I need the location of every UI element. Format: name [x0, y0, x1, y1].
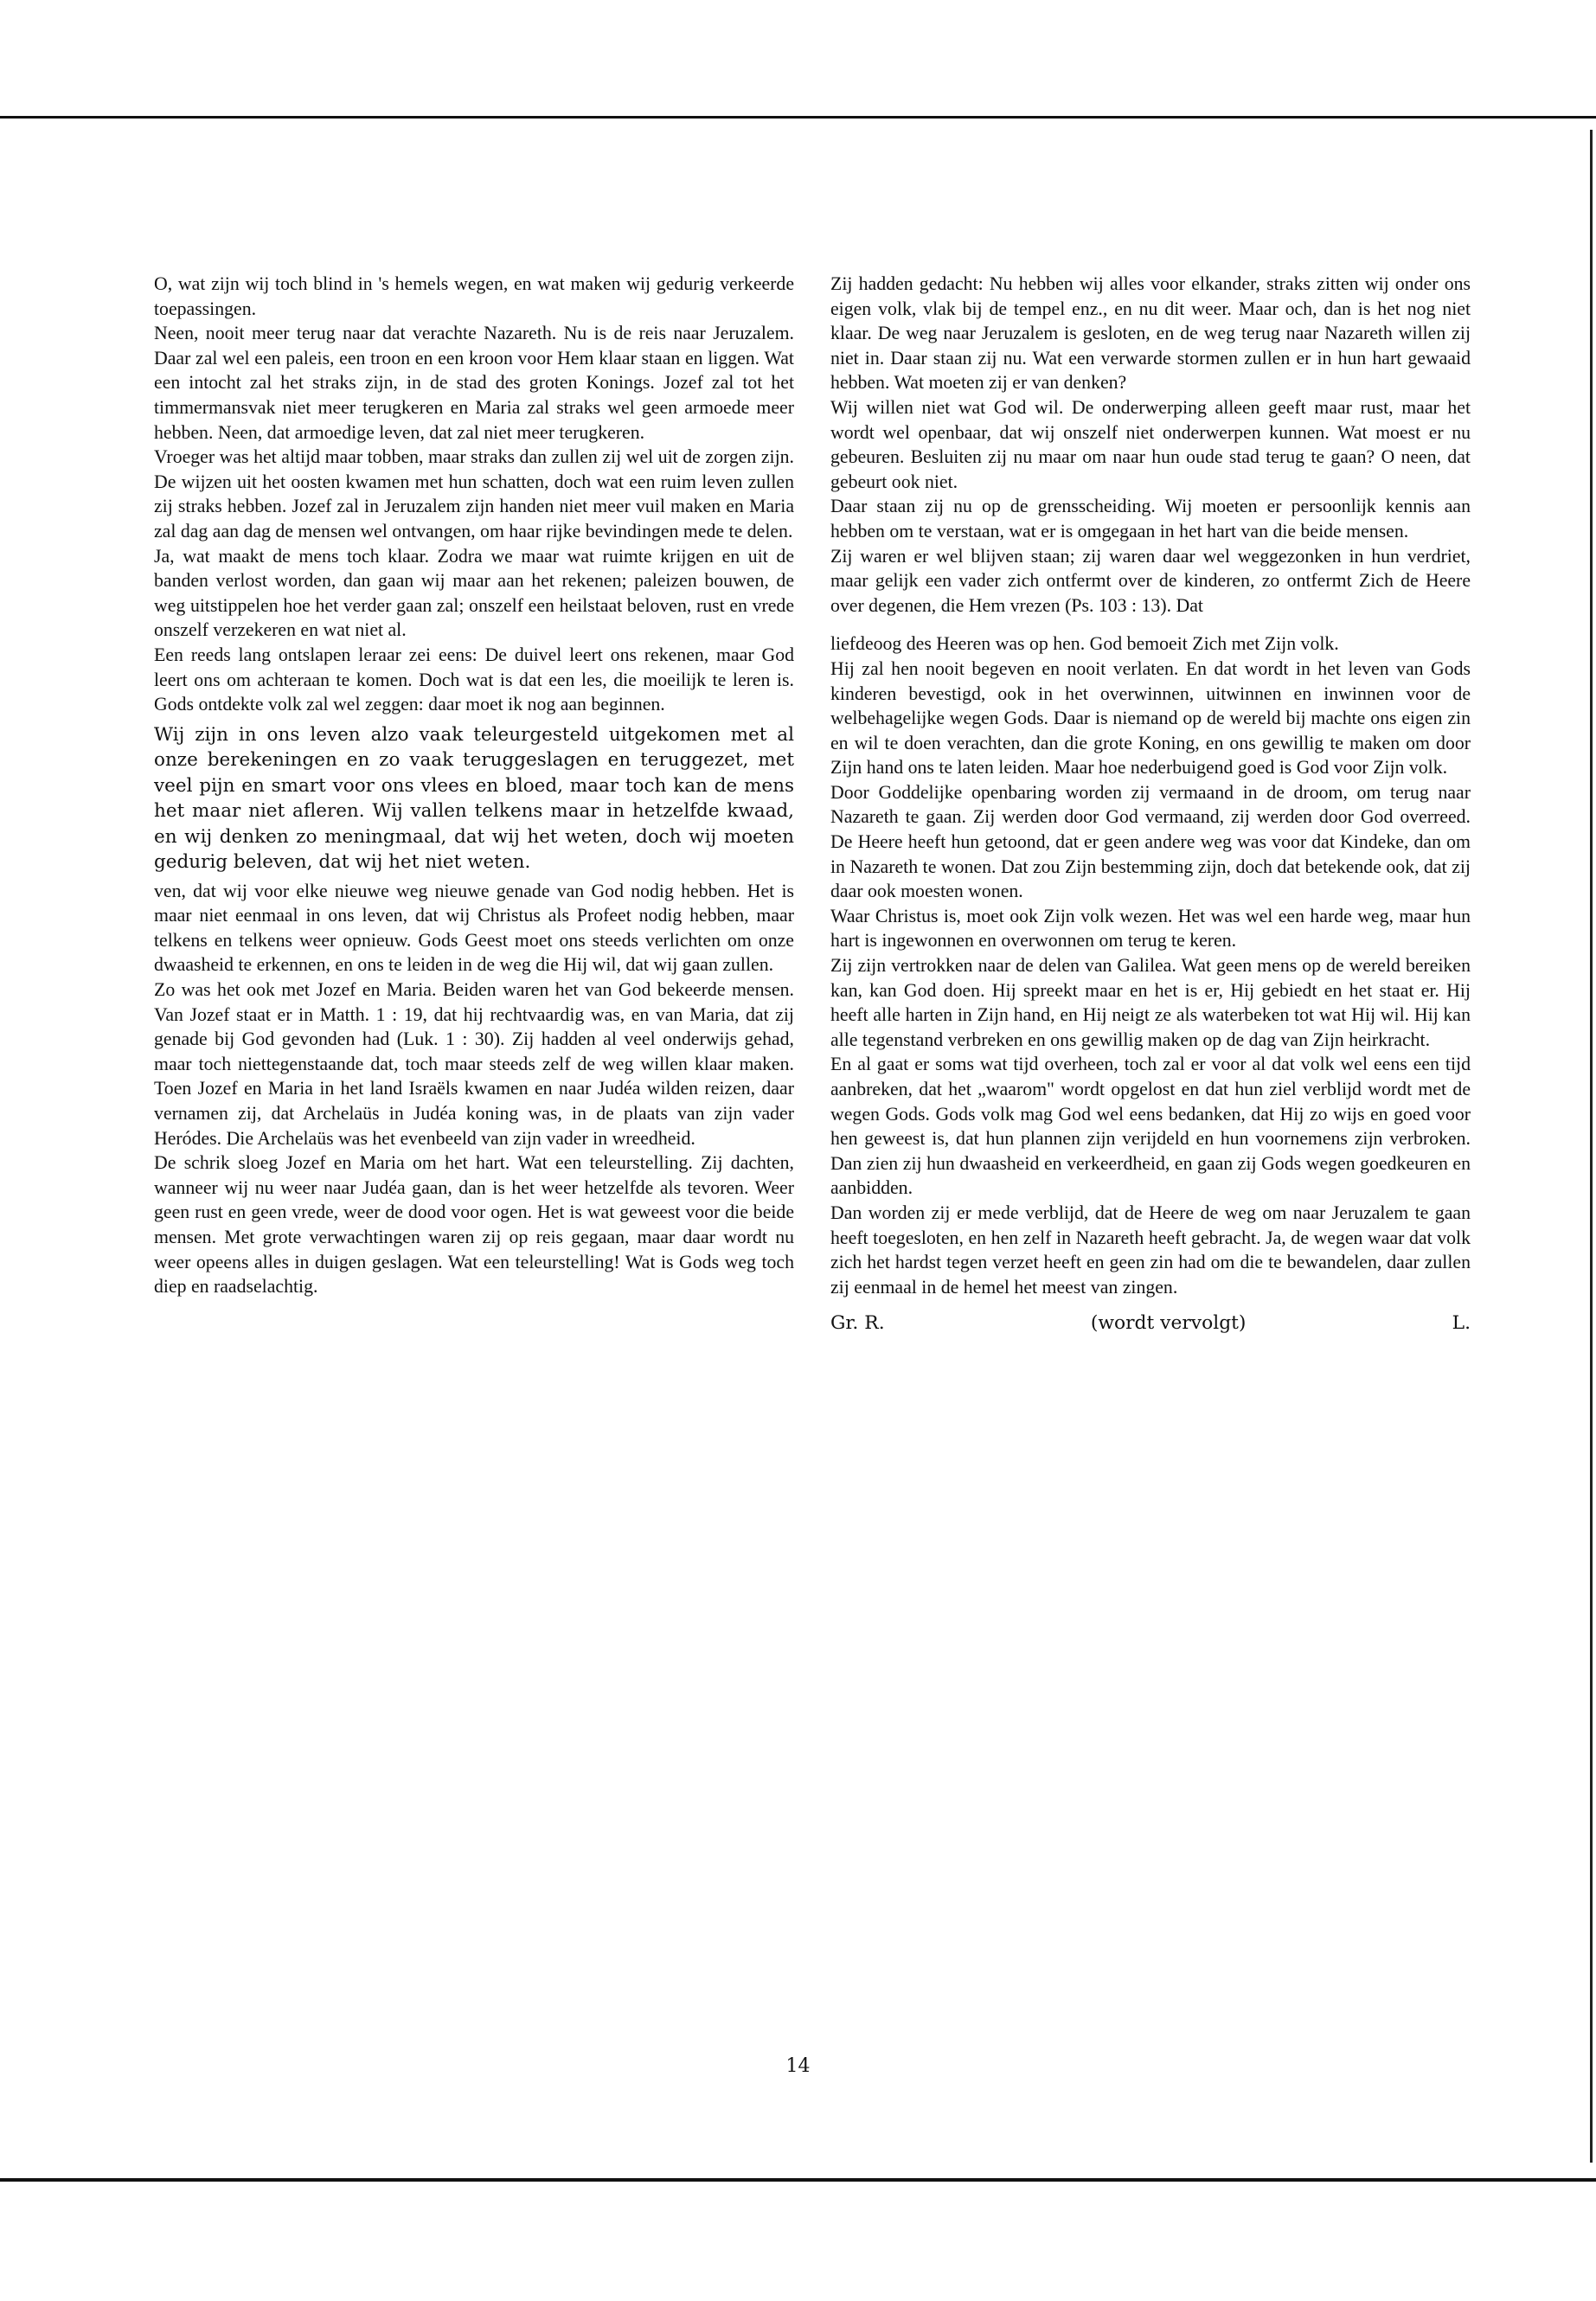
paragraph: Neen, nooit meer terug naar dat verachte Nazareth. Nu is de reis naar Jeruzalem. Daar zal wel een paleis, een troon en een kroon voor Hem klaar staan en liggen. Wat een intocht zal het straks zijn, in de stad des groten Konings. Jozef zal tot het timmermansvak niet meer terugkeren en Maria zal straks wel geen armoede meer hebben. Neen, dat armoedige leven, dat zal niet meer terugkeren. [154, 323, 794, 443]
paragraph: De schrik sloeg Jozef en Maria om het hart. Wat een teleurstelling. Zij dachten, wanneer wij nu weer naar Judéa gaan, dan is het weer hetzelfde als tevoren. Weer geen rust en geen vrede, weer de dood voor ogen. Het is wat geweest voor die beide mensen. Met grote verwachtingen waren zij op reis gegaan, maar daar wordt nu weer opeens alles in duigen geslagen. Wat een teleurstelling! Wat is Gods weg toch diep en raadselachtig. [154, 1152, 794, 1298]
paragraph: Zij zijn vertrokken naar de delen van Galilea. Wat geen mens op de wereld bereiken kan, kan God doen. Hij spreekt maar en het is er, Hij gebiedt en het staat er. Hij heeft alle harten in Zijn hand, en Hij neigt ze als waterbeken tot wat Hij wil. Hij kan alle tegenstand verbreken en ons gewillig maken op de dag van Zijn heirkracht. [830, 955, 1471, 1050]
author-initials: Gr. R. [830, 1312, 885, 1335]
paragraph: En al gaat er soms wat tijd overheen, toch zal er voor al dat volk wel eens een tijd aanbreken, dat het „waarom" wordt opgelost en dat hun ziel verblijd wordt met de wegen Gods. Gods volk mag God wel eens bedanken, dat Hij zo wijs en goed voor hen geweest is, dat hun plannen zijn verijdeld en hun voornemens zijn verbroken. Dan zien zij hun dwaasheid en verkeerdheid, en gaan zij Gods wegen goedkeuren en aanbidden. [830, 1054, 1471, 1199]
page-border-top [0, 116, 1596, 119]
paragraph: Een reeds lang ontslapen leraar zei eens: De duivel leert ons rekenen, maar God leert ons om achteraan te komen. Doch wat is dat een les, die moeilijk te leren is. Gods ontdekte volk zal wel zeggen: daar moet ik nog aan beginnen. [154, 644, 794, 715]
paragraph: O, wat zijn wij toch blind in 's hemels wegen, en wat maken wij gedurig verkeerde toepassingen. [154, 273, 794, 319]
paragraph: Waar Christus is, moet ook Zijn volk wezen. Het was wel een harde weg, maar hun hart is ingewonnen en overwonnen om terug te keren. [830, 905, 1471, 952]
paragraph: Hij zal hen nooit begeven en nooit verlaten. En dat wordt in het leven van Gods kinderen bevestigd, ook in het overwinnen, uitwinnen en inwinnen voor de welbehagelijke wegen Gods. Daar is niemand op de wereld bij machte ons eigen zin en wil te doen verachten, dan die grote Koning, en ons gewillig te maken om door Zijn hand ons te laten leiden. Maar hoe nederbuigend goed is God voor Zijn volk. [830, 657, 1471, 779]
paragraph: Daar staan zij nu op de grensscheiding. Wij moeten er persoonlijk kennis aan hebben om te verstaan, wat er is omgegaan in het hart van die beide mensen. [830, 496, 1471, 542]
page-number: 14 [785, 2055, 811, 2077]
author-suffix: L. [1452, 1312, 1471, 1335]
paragraph: Vroeger was het altijd maar tobben, maar straks dan zullen zij wel uit de zorgen zijn. De wijzen uit het oosten kwamen met hun schatten, doch wat een ruim leven zullen zij straks hebben. Jozef zal in Jeruzalem zijn handen niet meer vuil maken en Maria zal dag aan dag de mensen wel ontvangen, om haar rijke bevindingen mede te delen. [154, 446, 794, 542]
page-border-bottom [0, 2178, 1596, 2182]
signature-line [830, 1311, 1471, 1336]
left-column [154, 272, 794, 1299]
paragraph: ven, dat wij voor elke nieuwe weg nieuwe genade van God nodig hebben. Het is maar niet eenmaal in ons leven, dat wij Christus als Profeet nodig hebben, maar telkens en telkens weer opnieuw. Gods Geest moet ons steeds verlichten om onze dwaasheid te erkennen, en ons te leiden in de weg die Hij wil, dat wij gaan zullen. [154, 880, 794, 976]
paragraph: Zij hadden gedacht: Nu hebben wij alles voor elkander, straks zitten wij onder ons eigen volk, vlak bij de tempel enz., en nu dit weer. Maar och, dan is het nog niet klaar. De weg naar Jeruzalem is gesloten, en de weg terug naar Nazareth willen zij niet in. Daar staan zij nu. Wat een verwarde stormen zullen er in hun hart gewaaid hebben. Wat moeten zij er van denken? [830, 273, 1471, 394]
paragraph: Ja, wat maakt de mens toch klaar. Zodra we maar wat ruimte krijgen en uit de banden verlost worden, dan gaan wij maar aan het rekenen; paleizen bouwen, de weg uitstippelen hoe het verder gaan zal; onszelf een heilstaat beloven, rust en vrede onszelf verzekeren en wat niet al. [154, 545, 794, 641]
paragraph: Dan worden zij er mede verblijd, dat de Heere de weg om naar Jeruzalem te gaan heeft toegesloten, en hen zelf in Nazareth heeft gebracht. Ja, de wegen waar dat volk zich het hardst tegen verzet heeft en geen zin had om die te bewandelen, daar zullen zij eenmaal in de hemel het meest van zingen. [830, 1202, 1471, 1298]
paragraph: Zo was het ook met Jozef en Maria. Beiden waren het van God bekeerde mensen. Van Jozef staat er in Matth. 1 : 19, dat hij rechtvaardig was, en van Maria, dat zij genade bij God gevonden had (Luk. 1 : 30). Zij hadden al veel onderwijs gehad, maar toch niettegenstaande dat, toch maar steeds zelf de weg willen klaar maken. Toen Jozef en Maria in het land Israëls kwamen en naar Judéa wilden reizen, daar vernamen zij, dat Archelaüs in Judéa koning was, in de plaats van zijn vader Heródes. Die Archelaüs was het evenbeeld van zijn vader in wreedheid. [154, 979, 794, 1149]
paragraph: Door Goddelijke openbaring worden zij vermaand in de droom, om terug naar Nazareth te gaan. Zij werden door God vermaand, zij werden door God overreed. De Heere heeft hun getoond, dat er geen andere weg was voor dat Kindeke, dan om in Nazareth te wonen. Dat zou Zijn bestemming zijn, doch dat betekende ook, dat zij daar ook moesten wonen. [830, 781, 1471, 902]
right-column [830, 272, 1471, 1336]
paragraph: Zij waren er wel blijven staan; zij waren daar wel weggezonken in hun verdriet, maar gelijk een vader zich ontfermt over de kinderen, zo ontfermt Zich de Heere over degenen, die Hem vrezen (Ps. 103 : 13). Dat [830, 545, 1471, 616]
page-border-right [1590, 130, 1593, 2163]
paragraph: Wij zijn in ons leven alzo vaak teleurgesteld uitgekomen met al onze berekeningen en zo vaak teruggeslagen en teruggezet, met veel pijn en smart voor ons vlees en bloed, maar toch kan de mens het maar niet afleren. Wij vallen telkens maar in hetzelfde kwaad, en wij denken zo meningmaal, dat wij het weten, doch wij moeten gedurig beleven, dat wij het niet weten. [154, 723, 794, 874]
continuation-note: (wordt vervolgt) [1090, 1312, 1247, 1335]
paragraph: liefdeoog des Heeren was op hen. God bemoeit Zich met Zijn volk. [830, 633, 1339, 655]
paragraph: Wij willen niet wat God wil. De onderwerping alleen geeft maar rust, maar het wordt wel openbaar, dat wij onszelf niet onderwerpen kunnen. Wat moest er nu gebeuren. Besluiten zij nu maar om naar hun oude stad terug te gaan? O neen, dat gebeurt ook niet. [830, 396, 1471, 492]
